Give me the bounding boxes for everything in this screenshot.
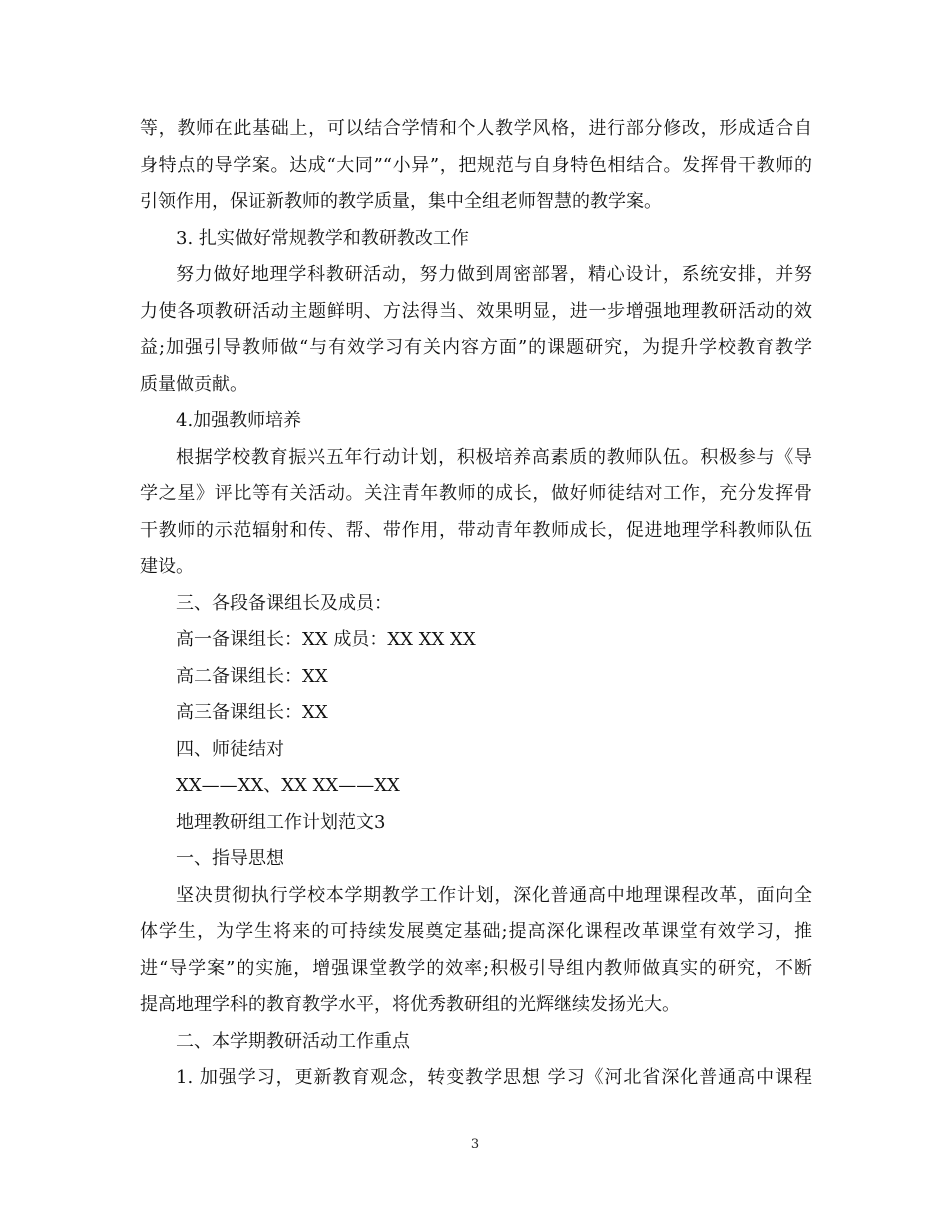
text-line: 等，教师在此基础上，可以结合学情和个人教学风格，进行部分修改，形成适合自 [140,118,812,139]
text-line: 干教师的示范辐射和传、帮、带作用，带动青年教师成长，促进地理学科教师队伍 [140,519,812,541]
text-line: 4.加强教师培养 [176,410,302,431]
text-line: 四、师徒结对 [176,738,284,760]
text-line: 高一备课组长：XX 成员：XX XX XX [176,629,476,650]
text-line: 力使各项教研活动主题鲜明、方法得当、效果明显，进一步增强地理教研活动的效 [140,300,812,322]
text-line: 三、各段备课组长及成员： [176,592,392,614]
text-line: 地理教研组工作计划范文3 [176,811,386,833]
text-line: 二、本学期教研活动工作重点 [176,1030,410,1052]
text-line: XX——XX、XX XX——XX [176,775,400,796]
text-line: 1. 加强学习，更新教育观念，转变教学思想 学习《河北省深化普通高中课程 [176,1067,812,1088]
text-line: 高三备课组长：XX [176,702,328,723]
text-line: 质量做贡献。 [140,373,248,395]
document-body [140,111,812,1097]
text-line: 引领作用，保证新教师的教学质量，集中全组老师智慧的教学案。 [140,191,662,212]
text-line: 体学生，为学生将来的可持续发展奠定基础;提高深化课程改革课堂有效学习，推 [140,921,812,942]
text-line: 进“导学案”的实施，增强课堂教学的效率;积极引导组内教师做真实的研究，不断 [140,957,812,979]
text-line: 高二备课组长：XX [176,665,328,687]
text-line: 努力做好地理学科教研活动，努力做到周密部署，精心设计，系统安排，并努 [176,264,812,285]
text-line: 根据学校教育振兴五年行动计划，积极培养高素质的教师队伍。积极参与《导 [176,446,812,468]
text-line: 身特点的导学案。达成“大同”“小异”，把规范与自身特色相结合。发挥骨干教师的 [140,154,812,176]
text-line: 坚决贯彻执行学校本学期教学工作计划，深化普通高中地理课程改革，面向全 [176,884,812,906]
text-line: 提高地理学科的教育教学水平，将优秀教研组的光辉继续发扬光大。 [140,994,680,1015]
text-line: 益;加强引导教师做“与有效学习有关内容方面”的课题研究，为提升学校教育教学 [140,337,812,358]
text-line: 一、指导思想 [176,848,284,869]
text-line: 建设。 [140,556,194,577]
text-line: 3. 扎实做好常规教学和教研教改工作 [176,227,469,249]
text-line: 学之星》评比等有关活动。关注青年教师的成长，做好师徒结对工作，充分发挥骨 [140,483,812,504]
page-number: 3 [470,1137,480,1152]
